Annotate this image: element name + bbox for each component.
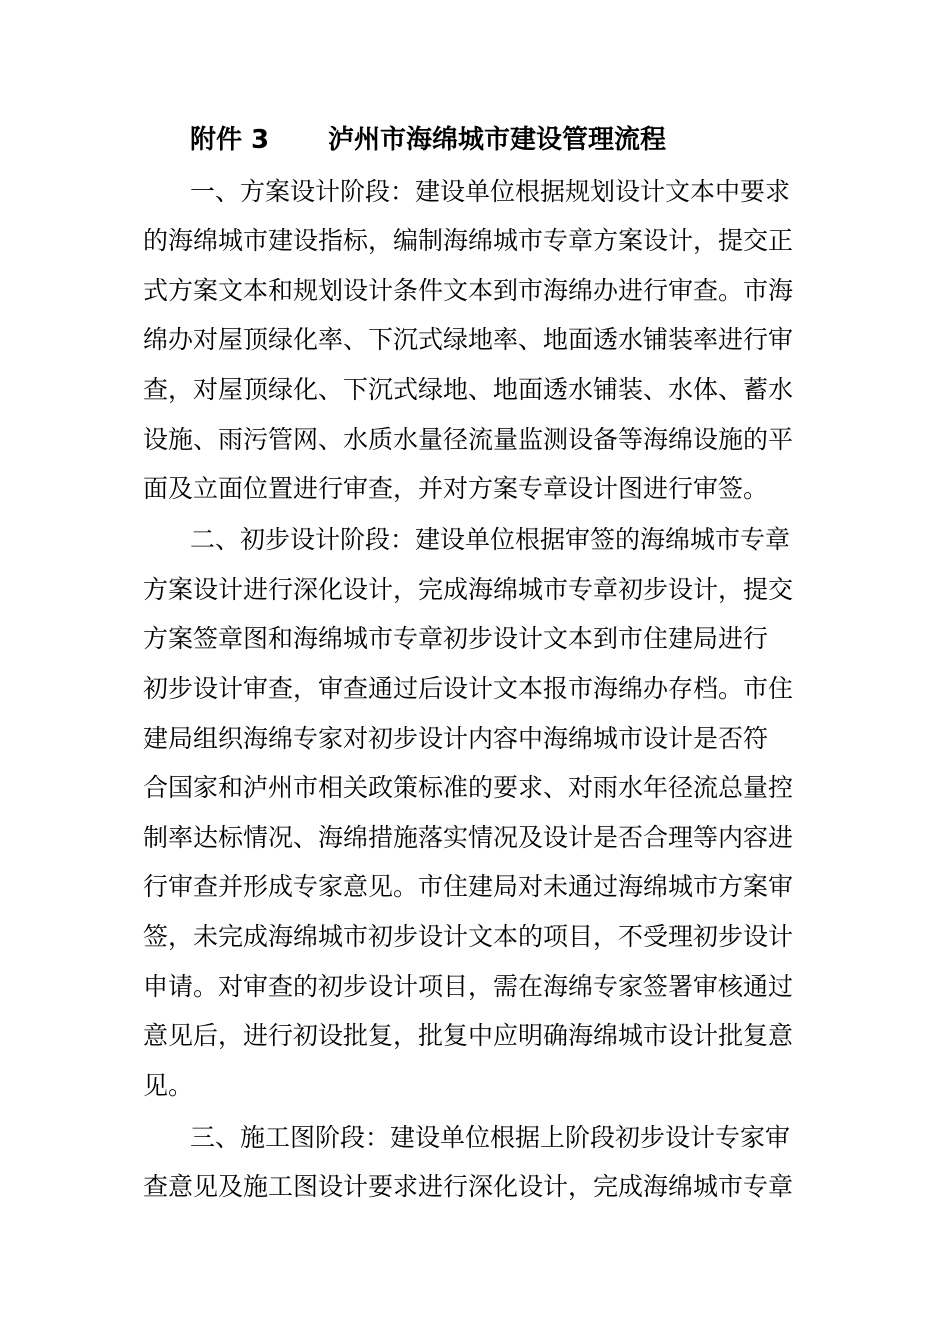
paragraph-2-line: 制率达标情况、海绵措施落实情况及设计是否合理等内容进 [143,823,794,852]
paragraph-2-line: 初步设计审查，审查通过后设计文本报市海绵办存档。市住 [143,674,794,703]
paragraph-2-line: 见。 [143,1071,194,1100]
paragraph-3-line: 查意见及施工图设计要求进行深化设计，完成海绵城市专章 [143,1172,794,1201]
paragraph-2-line: 建局组织海绵专家对初步设计内容中海绵城市设计是否符 [143,724,769,753]
paragraph-2-line: 申请。对审查的初步设计项目，需在海绵专家签署审核通过 [143,972,794,1001]
paragraph-2-line: 合国家和泸州市相关政策标准的要求、对雨水年径流总量控 [143,773,794,802]
paragraph-2-line: 二、初步设计阶段：建设单位根据审签的海绵城市专章 [190,525,791,554]
paragraph-1-line: 面及立面位置进行审查，并对方案专章设计图进行审签。 [143,474,769,503]
attachment-label: 附件 3 [190,125,270,155]
paragraph-1-line: 式方案文本和规划设计条件文本到市海绵办进行审查。市海 [143,276,794,305]
paragraph-3-line: 三、施工图阶段：建设单位根据上阶段初步设计专家审 [190,1123,791,1152]
document-heading [190,118,830,162]
paragraph-2-line: 方案签章图和海绵城市专章初步设计文本到市住建局进行 [143,624,769,653]
paragraph-2-line: 行审查并形成专家意见。市住建局对未通过海绵城市方案审 [143,872,794,901]
paragraph-2-line: 方案设计进行深化设计，完成海绵城市专章初步设计，提交 [143,575,794,604]
paragraph-2-line: 意见后，进行初设批复，批复中应明确海绵城市设计批复意 [143,1021,794,1050]
paragraph-1-line: 一、方案设计阶段：建设单位根据规划设计文本中要求 [190,177,791,206]
paragraph-2-line: 签，未完成海绵城市初步设计文本的项目，不受理初步设计 [143,922,794,951]
paragraph-1-line: 的海绵城市建设指标，编制海绵城市专章方案设计，提交正 [143,226,794,255]
paragraph-1-line: 设施、雨污管网、水质水量径流量监测设备等海绵设施的平 [143,425,794,454]
paragraph-1-line: 查，对屋顶绿化、下沉式绿地、地面透水铺装、水体、蓄水 [143,375,794,404]
document-title: 泸州市海绵城市建设管理流程 [328,125,667,155]
paragraph-1-line: 绵办对屋顶绿化率、下沉式绿地率、地面透水铺装率进行审 [143,325,794,354]
